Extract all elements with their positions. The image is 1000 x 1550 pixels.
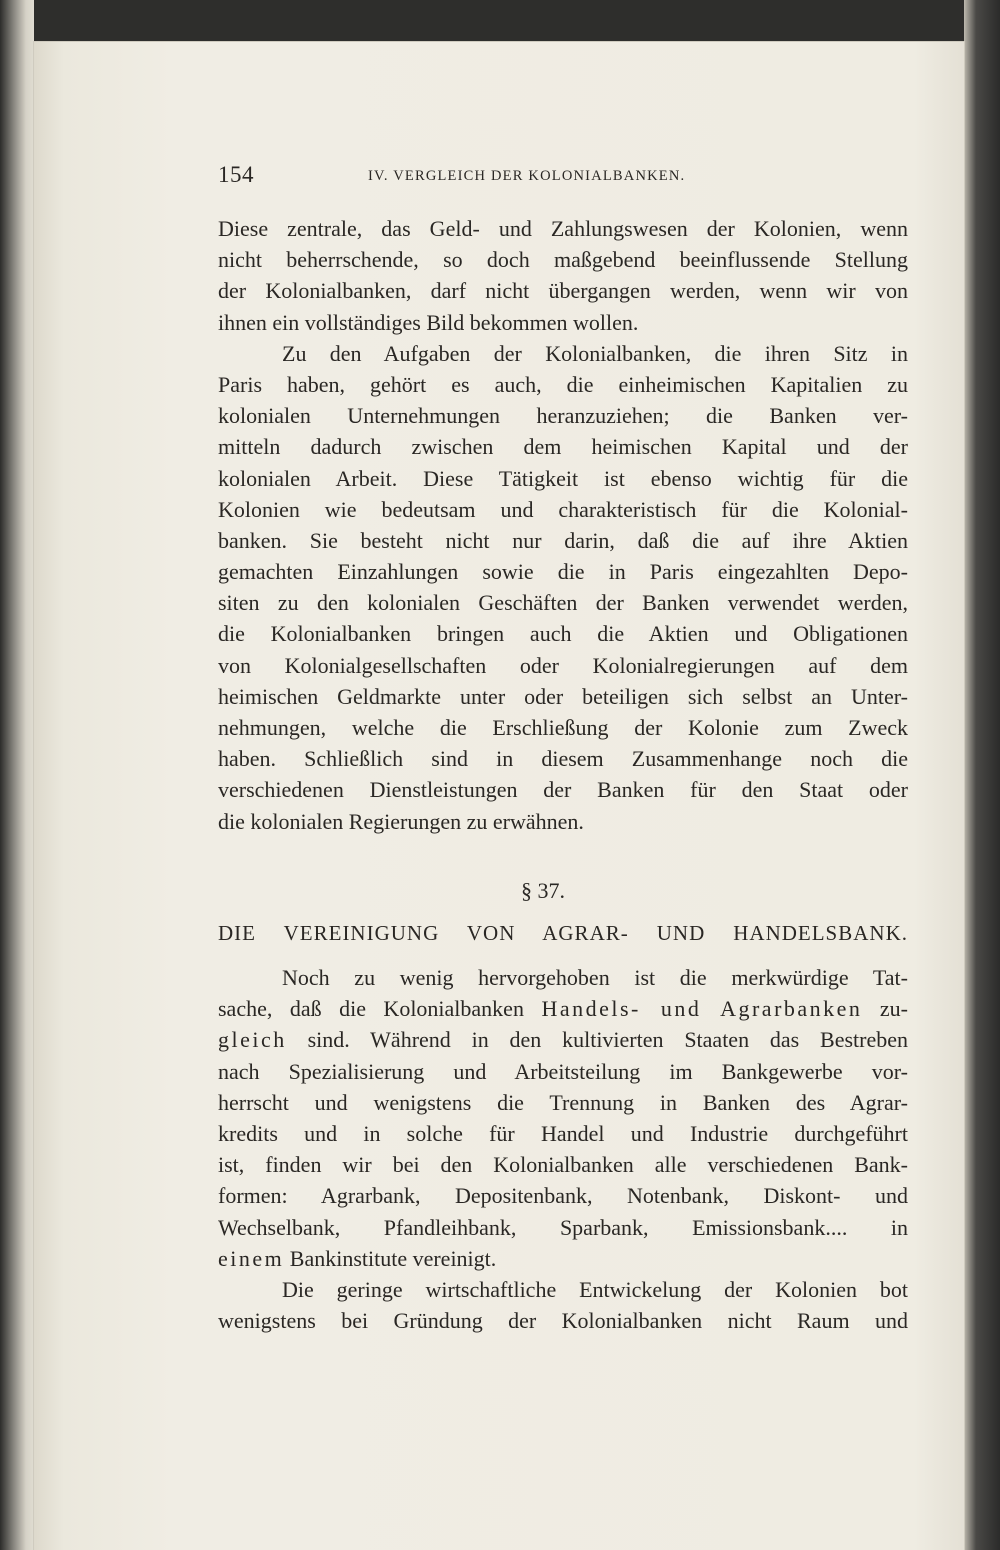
emphasized-text: einem [218,1245,285,1271]
paragraph-1 [218,213,908,338]
page-number: 154 [218,162,254,187]
text-run: Bankinstitute vereinigt. [284,1245,497,1271]
text-line [218,1024,908,1055]
running-head [218,162,908,192]
text-line: haben. Schließlich sind in diesem Zusammenhange noch die [218,746,908,772]
text-line: von Kolonialgesellschaften oder Kolonialregierungen auf dem [218,652,908,678]
scan-top-border [34,0,964,42]
text-line: ihnen ein vollständiges Bild bekommen wollen. [218,309,639,335]
scan-right-border [964,0,1000,1550]
text-line: nach Spezialisierung und Arbeitsteilung im Bankgewerbe vor- [218,1058,908,1084]
text-block-upper [218,213,908,837]
text-block-lower [218,962,908,1336]
text-line: wenigstens bei Gründung der Kolonialbanken nicht Raum und [218,1308,908,1334]
paragraph-3 [218,962,908,1274]
section-title: DIE VEREINIGUNG VON AGRAR- UND HANDELSBANK. [218,921,908,945]
text-line [218,1243,908,1274]
text-line: verschiedenen Dienstleistungen der Banken für den Staat oder [218,777,908,803]
text-line: Kolonien wie bedeutsam und charakteristisch für die Kolonial- [218,496,908,522]
paragraph-4 [218,1274,908,1336]
text-line: nicht beherrschende, so doch maßgebend beeinflussende Stellung [218,247,908,273]
text-line: banken. Sie besteht nicht nur darin, daß die auf ihre Aktien [218,527,908,553]
text-line: kolonialen Unternehmungen heranzuziehen; die Banken ver- [218,403,908,429]
text-run: zu- [862,996,909,1022]
text-line: nehmungen, welche die Erschließung der Kolonie zum Zweck [218,715,908,740]
section-number: § 37. [521,878,565,903]
emphasized-text: Handels- und Agrarbanken [541,996,863,1022]
text-line: Wechselbank, Pfandleihbank, Sparbank, Emissionsbank.... in [218,1214,908,1240]
text-line [218,993,908,1024]
text-line: herrscht und wenigstens die Trennung in Banken des Agrar- [218,1089,908,1115]
text-line: Noch zu wenig hervorgehoben ist die merkwürdige Tat- [282,965,908,990]
text-line: der Kolonialbanken, darf nicht übergangen werden, wenn wir von [218,278,908,304]
text-line: siten zu den kolonialen Geschäften der Banken verwendet werden, [218,590,908,616]
text-line: Die geringe wirtschaftliche Entwickelung der Kolonien bot [282,1276,908,1302]
emphasized-text: gleich [218,1027,287,1053]
text-line: die kolonialen Regierungen zu erwähnen. [218,808,584,834]
text-line: mitteln dadurch zwischen dem heimischen Kapital und der [218,434,908,460]
text-line: kredits und in solche für Handel und Industrie durchgeführt [218,1120,908,1146]
text-line: die Kolonialbanken bringen auch die Aktien und Obligationen [218,621,908,647]
text-line: ist, finden wir bei den Kolonialbanken alle verschiedenen Bank- [218,1152,908,1178]
text-line: kolonialen Arbeit. Diese Tätigkeit ist ebenso wichtig für die [218,465,908,491]
text-run: sache, daß die Kolonialbanken [218,996,542,1022]
running-head-title: IV. VERGLEICH DER KOLONIALBANKEN. [368,168,686,184]
text-line: gemachten Einzahlungen sowie die in Paris eingezahlten Depo- [218,559,908,585]
text-line: heimischen Geldmarkte unter oder beteiligen sich selbst an Unter- [218,683,908,709]
text-line: formen: Agrarbank, Depositenbank, Notenbank, Diskont- und [218,1183,908,1209]
text-line: Diese zentrale, das Geld- und Zahlungswesen der Kolonien, wenn [218,216,908,241]
book-gutter-edge [0,0,34,1550]
text-run: sind. Während in den kultivierten Staaten das Bestreben [286,1027,908,1053]
text-line: Paris haben, gehört es auch, die einheimischen Kapitalien zu [218,371,908,397]
text-line: Zu den Aufgaben der Kolonialbanken, die ihren Sitz in [282,340,908,366]
paragraph-2 [218,338,908,837]
